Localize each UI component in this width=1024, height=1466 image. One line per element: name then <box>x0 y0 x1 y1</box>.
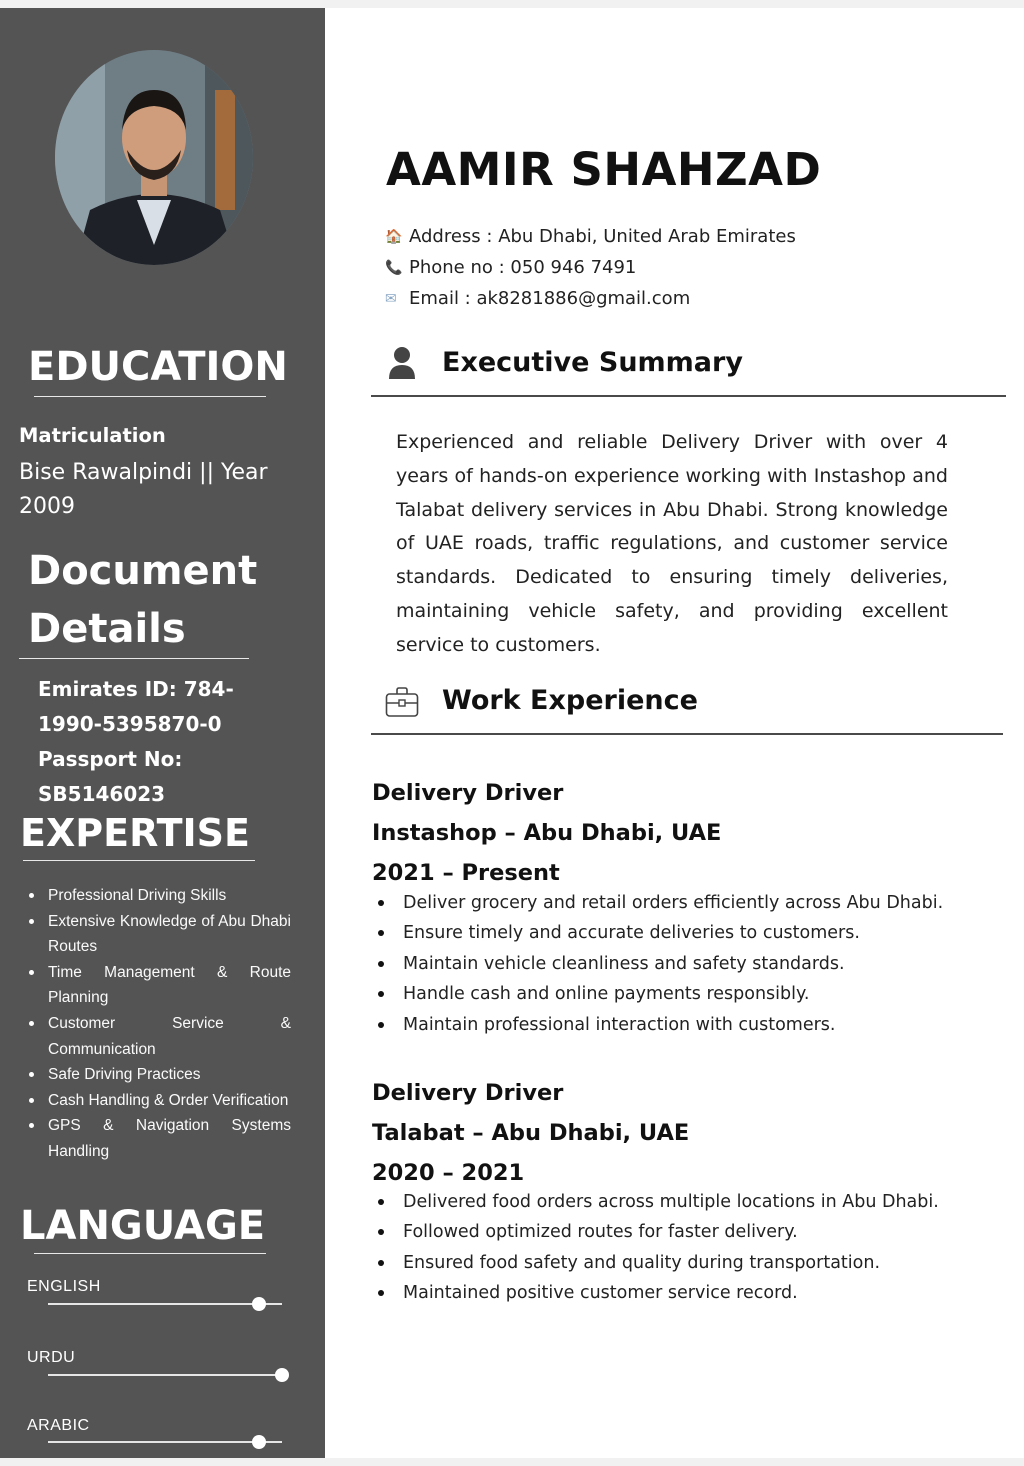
work-experience-heading: Work Experience <box>442 685 698 716</box>
language-level-arabic <box>252 1435 266 1449</box>
education-divider <box>34 396 266 397</box>
summary-divider <box>371 395 1006 397</box>
expertise-item: Extensive Knowledge of Abu Dhabi Routes <box>20 909 291 960</box>
language-track-urdu <box>48 1374 282 1376</box>
expertise-item: GPS & Navigation Systems Handling <box>20 1113 291 1164</box>
address-line <box>385 226 796 247</box>
job-duties <box>371 1187 939 1309</box>
expertise-heading: EXPERTISE <box>20 811 251 855</box>
expertise-item: Time Management & Route Planning <box>20 960 291 1011</box>
candidate-name: AAMIR SHAHZAD <box>386 143 822 196</box>
phone-icon: 📞 <box>385 260 403 276</box>
language-label-english: ENGLISH <box>27 1278 101 1295</box>
executive-summary-heading: Executive Summary <box>442 347 743 378</box>
executive-summary-text: Experienced and reliable Delivery Driver with over 4 years of hands-on experience working with Instashop and Talabat delivery services in Abu Dhabi. Strong knowledge of UAE roads, traffic regulations, and customer service standards. Dedicated to ensuring timely deliveries, maintaining vehicle safety, and providing excellent service to customers. <box>396 431 948 656</box>
profile-photo <box>55 50 253 265</box>
education-degree: Matriculation <box>19 424 166 447</box>
education-board: Bise Rawalpindi || Year 2009 <box>19 460 268 519</box>
briefcase-icon <box>385 685 419 719</box>
job-title: Delivery Driver <box>372 1080 564 1106</box>
duty-item: Maintain vehicle cleanliness and safety standards. <box>371 949 943 979</box>
person-portrait-icon <box>55 50 253 265</box>
duty-item: Deliver grocery and retail orders efficiently across Abu Dhabi. <box>371 888 943 918</box>
documents-divider <box>19 658 249 659</box>
language-level-urdu <box>275 1368 289 1382</box>
expertise-divider <box>23 860 255 861</box>
address-text: Address : Abu Dhabi, United Arab Emirates <box>409 226 796 247</box>
duty-item: Handle cash and online payments responsibly. <box>371 979 943 1009</box>
duty-item: Ensured food safety and quality during transportation. <box>371 1248 939 1278</box>
education-heading: EDUCATION <box>28 344 288 390</box>
phone-text: Phone no : 050 946 7491 <box>409 257 637 278</box>
language-divider <box>34 1253 266 1254</box>
job-company: Instashop – Abu Dhabi, UAE <box>372 820 722 846</box>
language-heading: LANGUAGE <box>20 1203 266 1249</box>
passport-number: Passport No: SB5146023 <box>38 747 183 806</box>
job-period: 2021 – Present <box>372 860 560 886</box>
duty-item: Followed optimized routes for faster delivery. <box>371 1217 939 1247</box>
language-label-arabic: ARABIC <box>27 1417 90 1434</box>
expertise-item: Professional Driving Skills <box>20 883 291 909</box>
duty-item: Maintain professional interaction with customers. <box>371 1010 943 1040</box>
language-level-english <box>252 1297 266 1311</box>
email-line <box>385 288 690 309</box>
duty-item: Maintained positive customer service record. <box>371 1278 939 1308</box>
duty-item: Ensure timely and accurate deliveries to customers. <box>371 918 943 948</box>
resume-page <box>0 8 1024 1458</box>
emirates-id: Emirates ID: 784-1990-5395870-0 <box>38 677 234 736</box>
job-entry <box>372 773 721 893</box>
envelope-icon: ✉ <box>385 291 397 307</box>
job-title: Delivery Driver <box>372 780 564 806</box>
email-text: Email : ak8281886@gmail.com <box>409 288 691 309</box>
job-entry <box>372 1073 689 1193</box>
house-icon: 🏠 <box>385 229 403 245</box>
experience-divider <box>371 733 1003 735</box>
language-track-arabic <box>48 1441 282 1443</box>
language-label-urdu: URDU <box>27 1349 76 1366</box>
expertise-list <box>20 883 291 1165</box>
language-track-english <box>48 1303 282 1305</box>
job-duties <box>371 888 943 1040</box>
person-icon <box>388 346 416 380</box>
duty-item: Delivered food orders across multiple locations in Abu Dhabi. <box>371 1187 939 1217</box>
expertise-item: Cash Handling & Order Verification <box>20 1088 291 1114</box>
phone-line <box>385 257 636 278</box>
job-period: 2020 – 2021 <box>372 1160 525 1186</box>
expertise-item: Safe Driving Practices <box>20 1062 291 1088</box>
job-company: Talabat – Abu Dhabi, UAE <box>372 1120 690 1146</box>
sidebar <box>0 8 325 1458</box>
expertise-item: Customer Service & Communication <box>20 1011 291 1062</box>
document-details-heading: Document Details <box>28 548 258 652</box>
